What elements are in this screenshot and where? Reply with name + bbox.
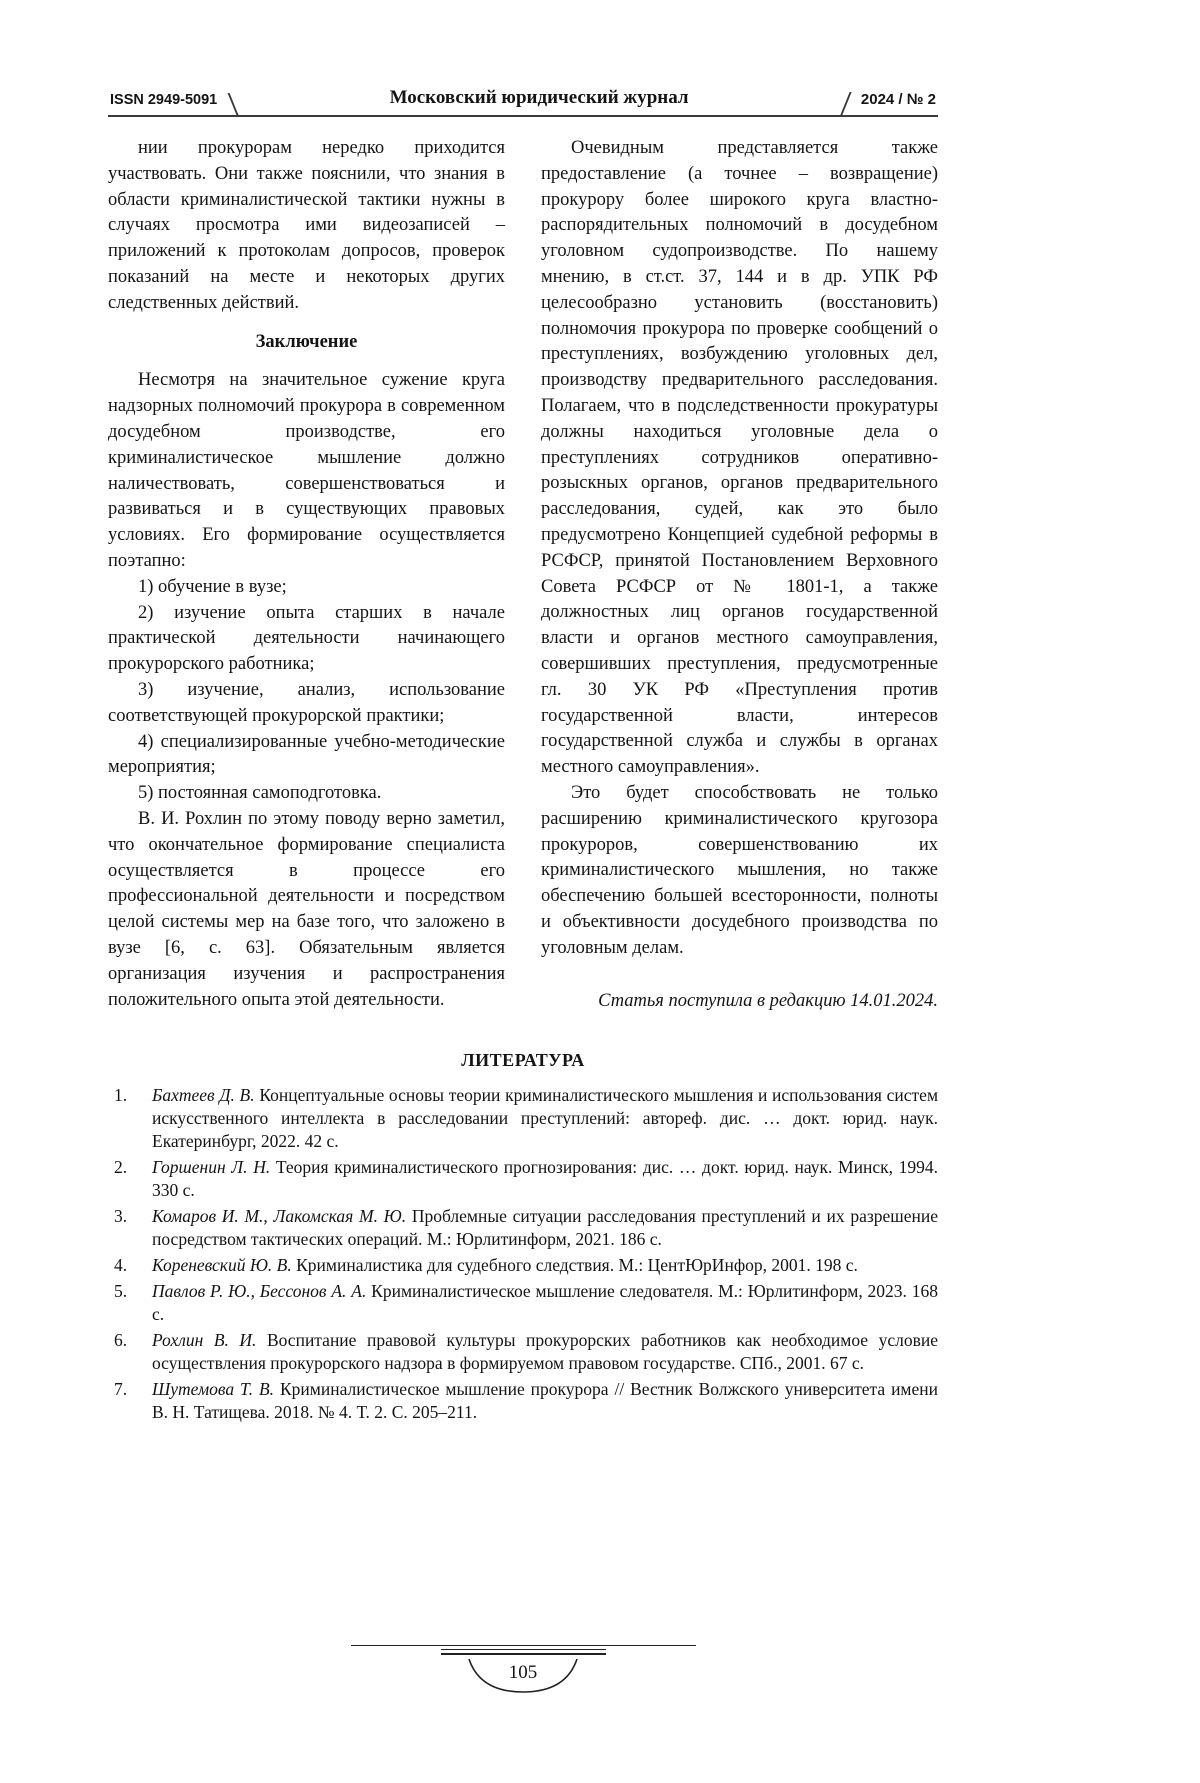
conclusion-heading: Заключение: [255, 331, 358, 352]
left-column: [108, 136, 505, 1014]
list-item: 2) изучение опыта старших в начале практической деятельности начинающего прокурорского работника;: [108, 602, 505, 675]
references-section: [108, 1050, 938, 1427]
list-item: 5) постоянная самоподготовка.: [138, 783, 382, 804]
reference-text: Концептуальные основы теории криминалистического мышления и использования систем искусственного интеллекта в расследовании преступлений: автореф. дис. … докт. юрид. наук. Екатеринбург, 2022. 42 с.: [152, 1085, 939, 1151]
reference-authors: Рохлин В. И.: [152, 1330, 257, 1350]
reference-text: Криминалистика для судебного следствия. М.: ЦентЮрИнфор, 2001. 198 с.: [296, 1255, 858, 1275]
reference-number: 3.: [114, 1206, 128, 1226]
paragraph: В. И. Рохлин по этому поводу верно заметил, что окончательное формирование специалиста осуществляется в процессе его профессиональной деятельности и посредством целой системы мер на базе того, что заложено в вузе [6, с. 63]. Обязательным является организация изучения и распространения положительного опыта этой деятельности.: [108, 808, 505, 1010]
reference-item: [108, 1378, 938, 1424]
reference-text: Криминалистическое мышление следователя. М.: Юрлитинформ, 2023. 168 с.: [152, 1281, 939, 1324]
reference-authors: Комаров И. М., Лакомская М. Ю.: [152, 1206, 407, 1226]
reference-number: 2.: [114, 1157, 128, 1177]
page-number-cartouche: [463, 1656, 583, 1698]
paragraph: Очевидным представляется также предоставление (а точнее – возвращение) прокурору более широкого круга властно-распорядительных полномочий в досудебном уголовном судопроизводстве. По нашему мнению, в ст.ст. 37, 144 и в др. УПК РФ целесообразно установить (восстановить) полномочия прокурора по проверке сообщений о преступлениях, возбуждению уголовных дел, производству предварительного расследования. Полагаем, что в подследственности прокуратуры должны находиться уголовные дела о преступлениях сотрудников оперативно-розыскных органов, органов предварительного расследования, судей, как это было предусмотрено Концепцией судебной реформы в РСФСР, принятой Постановлением Верховного Совета РСФСР от № 1801-1, а также должностных лиц органов государственной власти и органов местного самоуправления, совершивших преступления, предусмотренные гл. 30 УК РФ «Преступления против государственной власти, интересов государственной служба и службы в органах местного самоуправления».: [541, 138, 938, 778]
list-item: 1) обучение в вузе;: [138, 576, 287, 597]
issue-label: 2024 / № 2: [841, 91, 938, 115]
references-list: [108, 1084, 938, 1424]
reference-number: 1.: [114, 1085, 128, 1105]
reference-authors: Кореневский Ю. В.: [152, 1255, 292, 1275]
received-date-note: Статья поступила в редакцию 14.01.2024.: [598, 990, 938, 1011]
footer-divider-line: [351, 1645, 696, 1646]
reference-authors: Горшенин Л. Н.: [152, 1157, 271, 1177]
journal-title: Московский юридический журнал: [389, 87, 689, 108]
reference-text: Проблемные ситуации расследования преступлений и их разрешение посредством тактических операций. М.: Юрлитинформ, 2021. 186 с.: [152, 1206, 939, 1249]
paragraph: Несмотря на значительное сужение круга надзорных полномочий прокурора в современном досудебном производстве, его криминалистическое мышление должно наличествовать, совершенствоваться и развиваться и в существующих правовых условиях. Его формирование осуществляется поэтапно:: [108, 370, 505, 571]
paragraph: Это будет способствовать не только расширению криминалистического кругозора прокуроров, совершенствованию их криминалистического мышления, но также обеспечению большей всесторонности, полноты и объективности досудебного производства по уголовным делам.: [541, 782, 938, 958]
list-item: 3) изучение, анализ, использование соответствующей прокурорской практики;: [108, 679, 505, 726]
reference-item: [108, 1205, 938, 1251]
page-number: 105: [508, 1662, 538, 1683]
article-body: [108, 136, 938, 1014]
reference-number: 5.: [114, 1281, 128, 1301]
reference-authors: Бахтеев Д. В.: [152, 1085, 255, 1105]
issn-label: ISSN 2949-5091: [108, 92, 237, 115]
reference-text: Воспитание правовой культуры прокурорских работников как необходимое условие осуществления прокурорского надзора в формируемом правовом государстве. СПб., 2001. 67 с.: [152, 1330, 938, 1373]
reference-authors: Павлов Р. Ю., Бессонов А. А.: [152, 1281, 367, 1301]
reference-text: Криминалистическое мышление прокурора // Вестник Волжского университета имени В. Н. Татищева. 2018. № 4. Т. 2. С. 205–211.: [152, 1379, 939, 1422]
right-column: [541, 136, 938, 1014]
reference-item: [108, 1084, 938, 1153]
reference-number: 6.: [114, 1330, 128, 1350]
footer-double-rule: [441, 1649, 606, 1655]
reference-item: [108, 1156, 938, 1202]
reference-number: 4.: [114, 1255, 128, 1275]
reference-number: 7.: [114, 1379, 128, 1399]
reference-authors: Шутемова Т. В.: [152, 1379, 275, 1399]
list-item: 4) специализированные учебно-методические мероприятия;: [108, 731, 505, 778]
reference-item: [108, 1280, 938, 1326]
page-header: [108, 84, 938, 117]
paragraph: нии прокурорам нередко приходится участвовать. Они также пояснили, что знания в области криминалистической тактики нужны в случаях просмотра ими видеозаписей – приложений к протоколам допросов, проверок показаний на месте и некоторых других следственных действий.: [108, 138, 505, 313]
reference-item: [108, 1254, 938, 1277]
reference-text: Теория криминалистического прогнозирования: дис. … докт. юрид. наук. Минск, 1994. 330 с.: [152, 1157, 939, 1200]
references-heading: ЛИТЕРАТУРА: [461, 1050, 585, 1070]
footer-ornament: [108, 1645, 938, 1698]
reference-item: [108, 1329, 938, 1375]
